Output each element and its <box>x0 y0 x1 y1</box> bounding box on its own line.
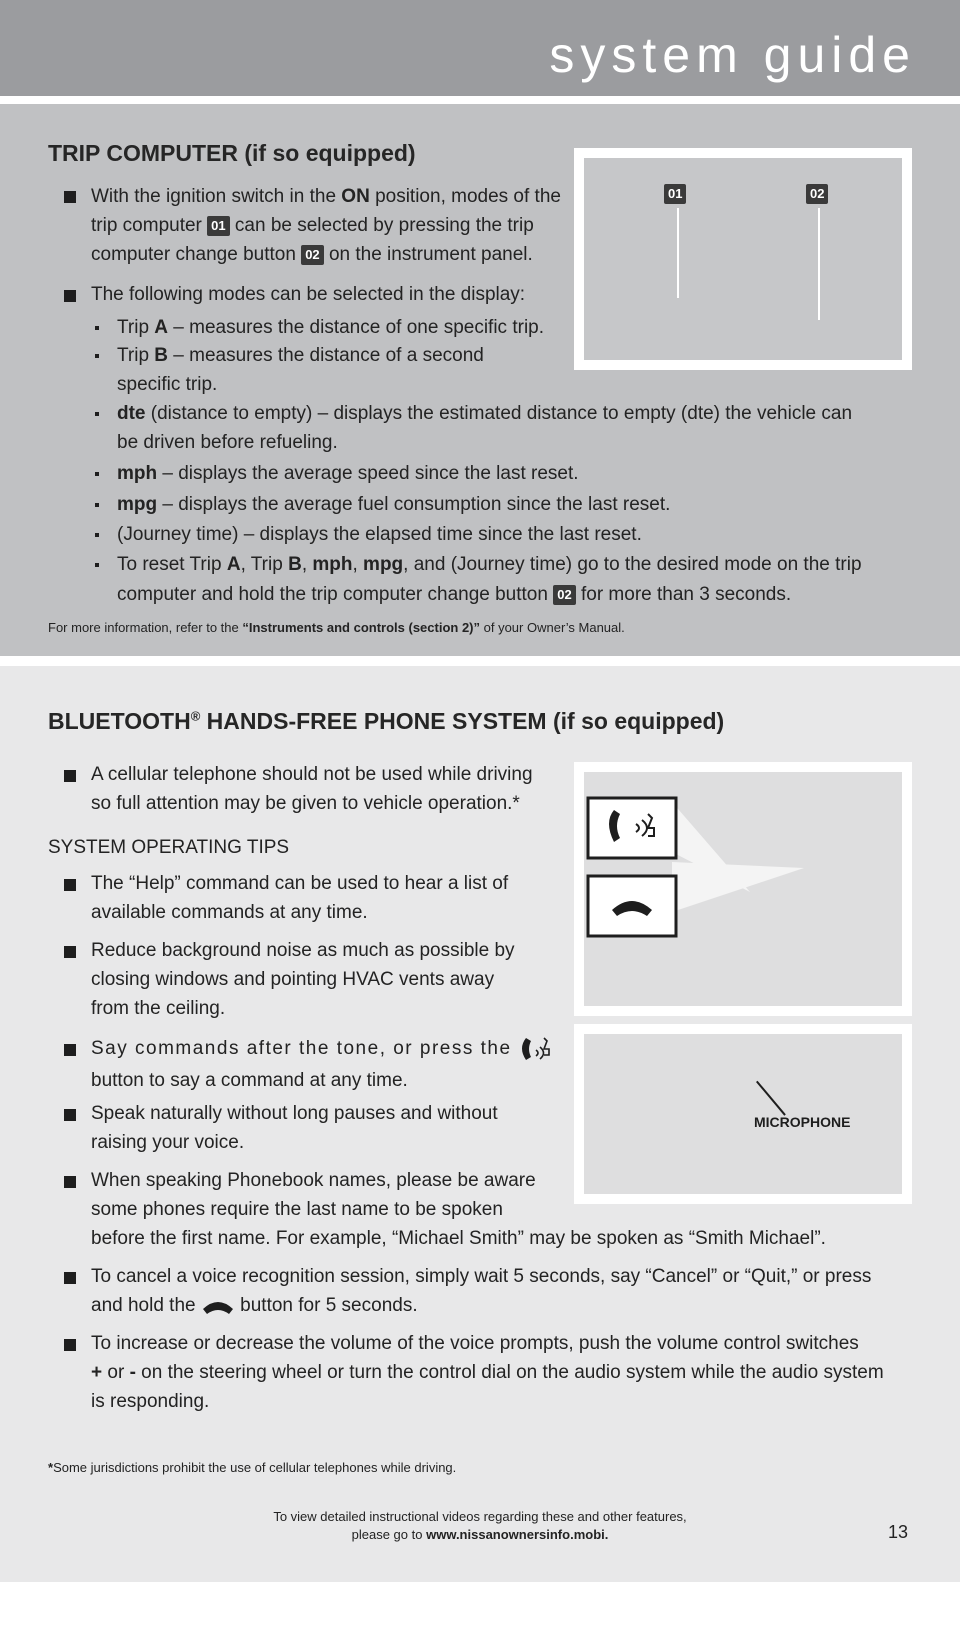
tip-2: Reduce background noise as much as possible by <box>91 940 515 961</box>
callout-wedge-2 <box>672 862 804 912</box>
tip-4: Speak naturally without long pauses and without <box>91 1103 498 1124</box>
bt-bullet-1: A cellular telephone should not be used while driving <box>91 764 533 785</box>
trip-bullet-1-line3: computer change button 02 on the instrument panel. <box>91 244 533 265</box>
square-bullet-icon <box>64 946 76 958</box>
square-bullet-icon <box>64 1272 76 1284</box>
square-bullet-icon <box>64 770 76 782</box>
phone-figure-frame <box>574 762 912 1016</box>
figure-label-01: 01 <box>664 184 686 204</box>
tip-2-cont1: closing windows and pointing HVAC vents away <box>91 969 495 990</box>
mode-dte-cont: be driven before refueling. <box>117 432 338 453</box>
dot-bullet <box>95 326 99 330</box>
square-bullet-icon <box>64 191 76 203</box>
mode-dte: dte (distance to empty) – displays the estimated distance to empty (dte) the vehicle can <box>117 403 853 424</box>
phone-figure <box>584 772 902 1006</box>
phone-voice-button <box>588 798 676 858</box>
phone-hangup-icon <box>201 1297 235 1315</box>
square-bullet-icon <box>64 1339 76 1351</box>
tip-1: The “Help” command can be used to hear a list of <box>91 873 509 894</box>
tip-5-cont1: some phones require the last name to be spoken <box>91 1199 503 1220</box>
tip-4-cont: raising your voice. <box>91 1132 245 1153</box>
leader-line-02 <box>818 208 820 320</box>
microphone-label: MICROPHONE <box>754 1114 851 1130</box>
footnote: *Some jurisdictions prohibit the use of cellular telephones while driving. <box>48 1460 457 1475</box>
section-divider <box>0 656 960 666</box>
dot-bullet <box>95 412 99 416</box>
trip-figure <box>584 158 902 360</box>
mode-trip-b: Trip B – measures the distance of a second <box>117 345 484 366</box>
tip-5-cont2: before the first name. For example, “Michael Smith” may be spoken as “Smith Michael”. <box>91 1228 826 1249</box>
tip-7: To increase or decrease the volume of the voice prompts, push the volume control switches <box>91 1333 859 1354</box>
dot-bullet <box>95 503 99 507</box>
leader-line-01 <box>677 208 679 298</box>
tip-3: Say commands after the tone, or press the <box>91 1034 554 1064</box>
trip-bullet-2: The following modes can be selected in the display: <box>91 284 526 305</box>
trip-figure-frame <box>574 148 912 370</box>
mode-trip-b-cont: specific trip. <box>117 374 218 395</box>
dot-bullet <box>95 533 99 537</box>
mode-reset: To reset Trip A, Trip B, mph, mpg, and (Journey time) go to the desired mode on the trip <box>117 554 862 575</box>
microphone-leader-line <box>756 1081 786 1116</box>
footer-line-2: please go to www.nissanownersinfo.mobi. <box>351 1527 609 1542</box>
square-bullet-icon <box>64 290 76 302</box>
tip-2-cont2: from the ceiling. <box>91 998 226 1019</box>
trip-bullet-1-line2: trip computer 01 can be selected by pressing the trip <box>91 215 534 236</box>
trip-heading: TRIP COMPUTER (if so equipped) <box>48 140 416 166</box>
dot-bullet <box>95 354 99 358</box>
footer-url[interactable]: www.nissanownersinfo.mobi. <box>426 1527 609 1542</box>
page-title: system guide <box>549 27 916 83</box>
phone-voice-icon <box>518 1034 554 1064</box>
tip-7-cont2: is responding. <box>91 1391 210 1412</box>
header-divider <box>0 96 960 104</box>
footer-band <box>0 1582 960 1632</box>
tip-3-cont: button to say a command at any time. <box>91 1070 408 1091</box>
footer-text <box>200 1508 760 1544</box>
square-bullet-icon <box>64 1176 76 1188</box>
microphone-figure-frame <box>574 1024 912 1204</box>
mode-mph: mph – displays the average speed since the last reset. <box>117 463 579 484</box>
tip-5: When speaking Phonebook names, please be aware <box>91 1170 536 1191</box>
dot-bullet <box>95 472 99 476</box>
square-bullet-icon <box>64 879 76 891</box>
tip-6: To cancel a voice recognition session, simply wait 5 seconds, say “Cancel” or “Quit,” or press <box>91 1266 872 1287</box>
square-bullet-icon <box>64 1044 76 1056</box>
trip-bullet-1: With the ignition switch in the ON position, modes of the <box>91 186 561 207</box>
tip-6-cont: and hold the button for 5 seconds. <box>91 1295 418 1316</box>
page-number: 13 <box>888 1522 909 1542</box>
microphone-figure <box>584 1034 902 1194</box>
footer-line-1: To view detailed instructional videos regarding these and other features, <box>273 1509 687 1524</box>
mode-mpg: mpg – displays the average fuel consumption since the last reset. <box>117 494 671 515</box>
dot-bullet <box>95 563 99 567</box>
figure-label-02: 02 <box>806 184 828 204</box>
mode-journey: (Journey time) – displays the elapsed time since the last reset. <box>117 524 642 545</box>
bluetooth-heading: BLUETOOTH® HANDS-FREE PHONE SYSTEM (if so equipped) <box>48 708 725 734</box>
tip-7-cont1: + or - on the steering wheel or turn the control dial on the audio system while the audio system <box>91 1362 884 1383</box>
square-bullet-icon <box>64 1109 76 1121</box>
tip-1-cont: available commands at any time. <box>91 902 368 923</box>
phone-figure-svg <box>584 772 902 1006</box>
mode-reset-cont: computer and hold the trip computer change button 02 for more than 3 seconds. <box>117 584 792 605</box>
tips-title: SYSTEM OPERATING TIPS <box>48 837 290 858</box>
bt-bullet-1-cont: so full attention may be given to vehicle operation.* <box>91 793 520 814</box>
trip-more-info: For more information, refer to the “Instruments and controls (section 2)” of your Owner’s Manual. <box>48 620 625 635</box>
mode-trip-a: Trip A – measures the distance of one specific trip. <box>117 317 545 338</box>
